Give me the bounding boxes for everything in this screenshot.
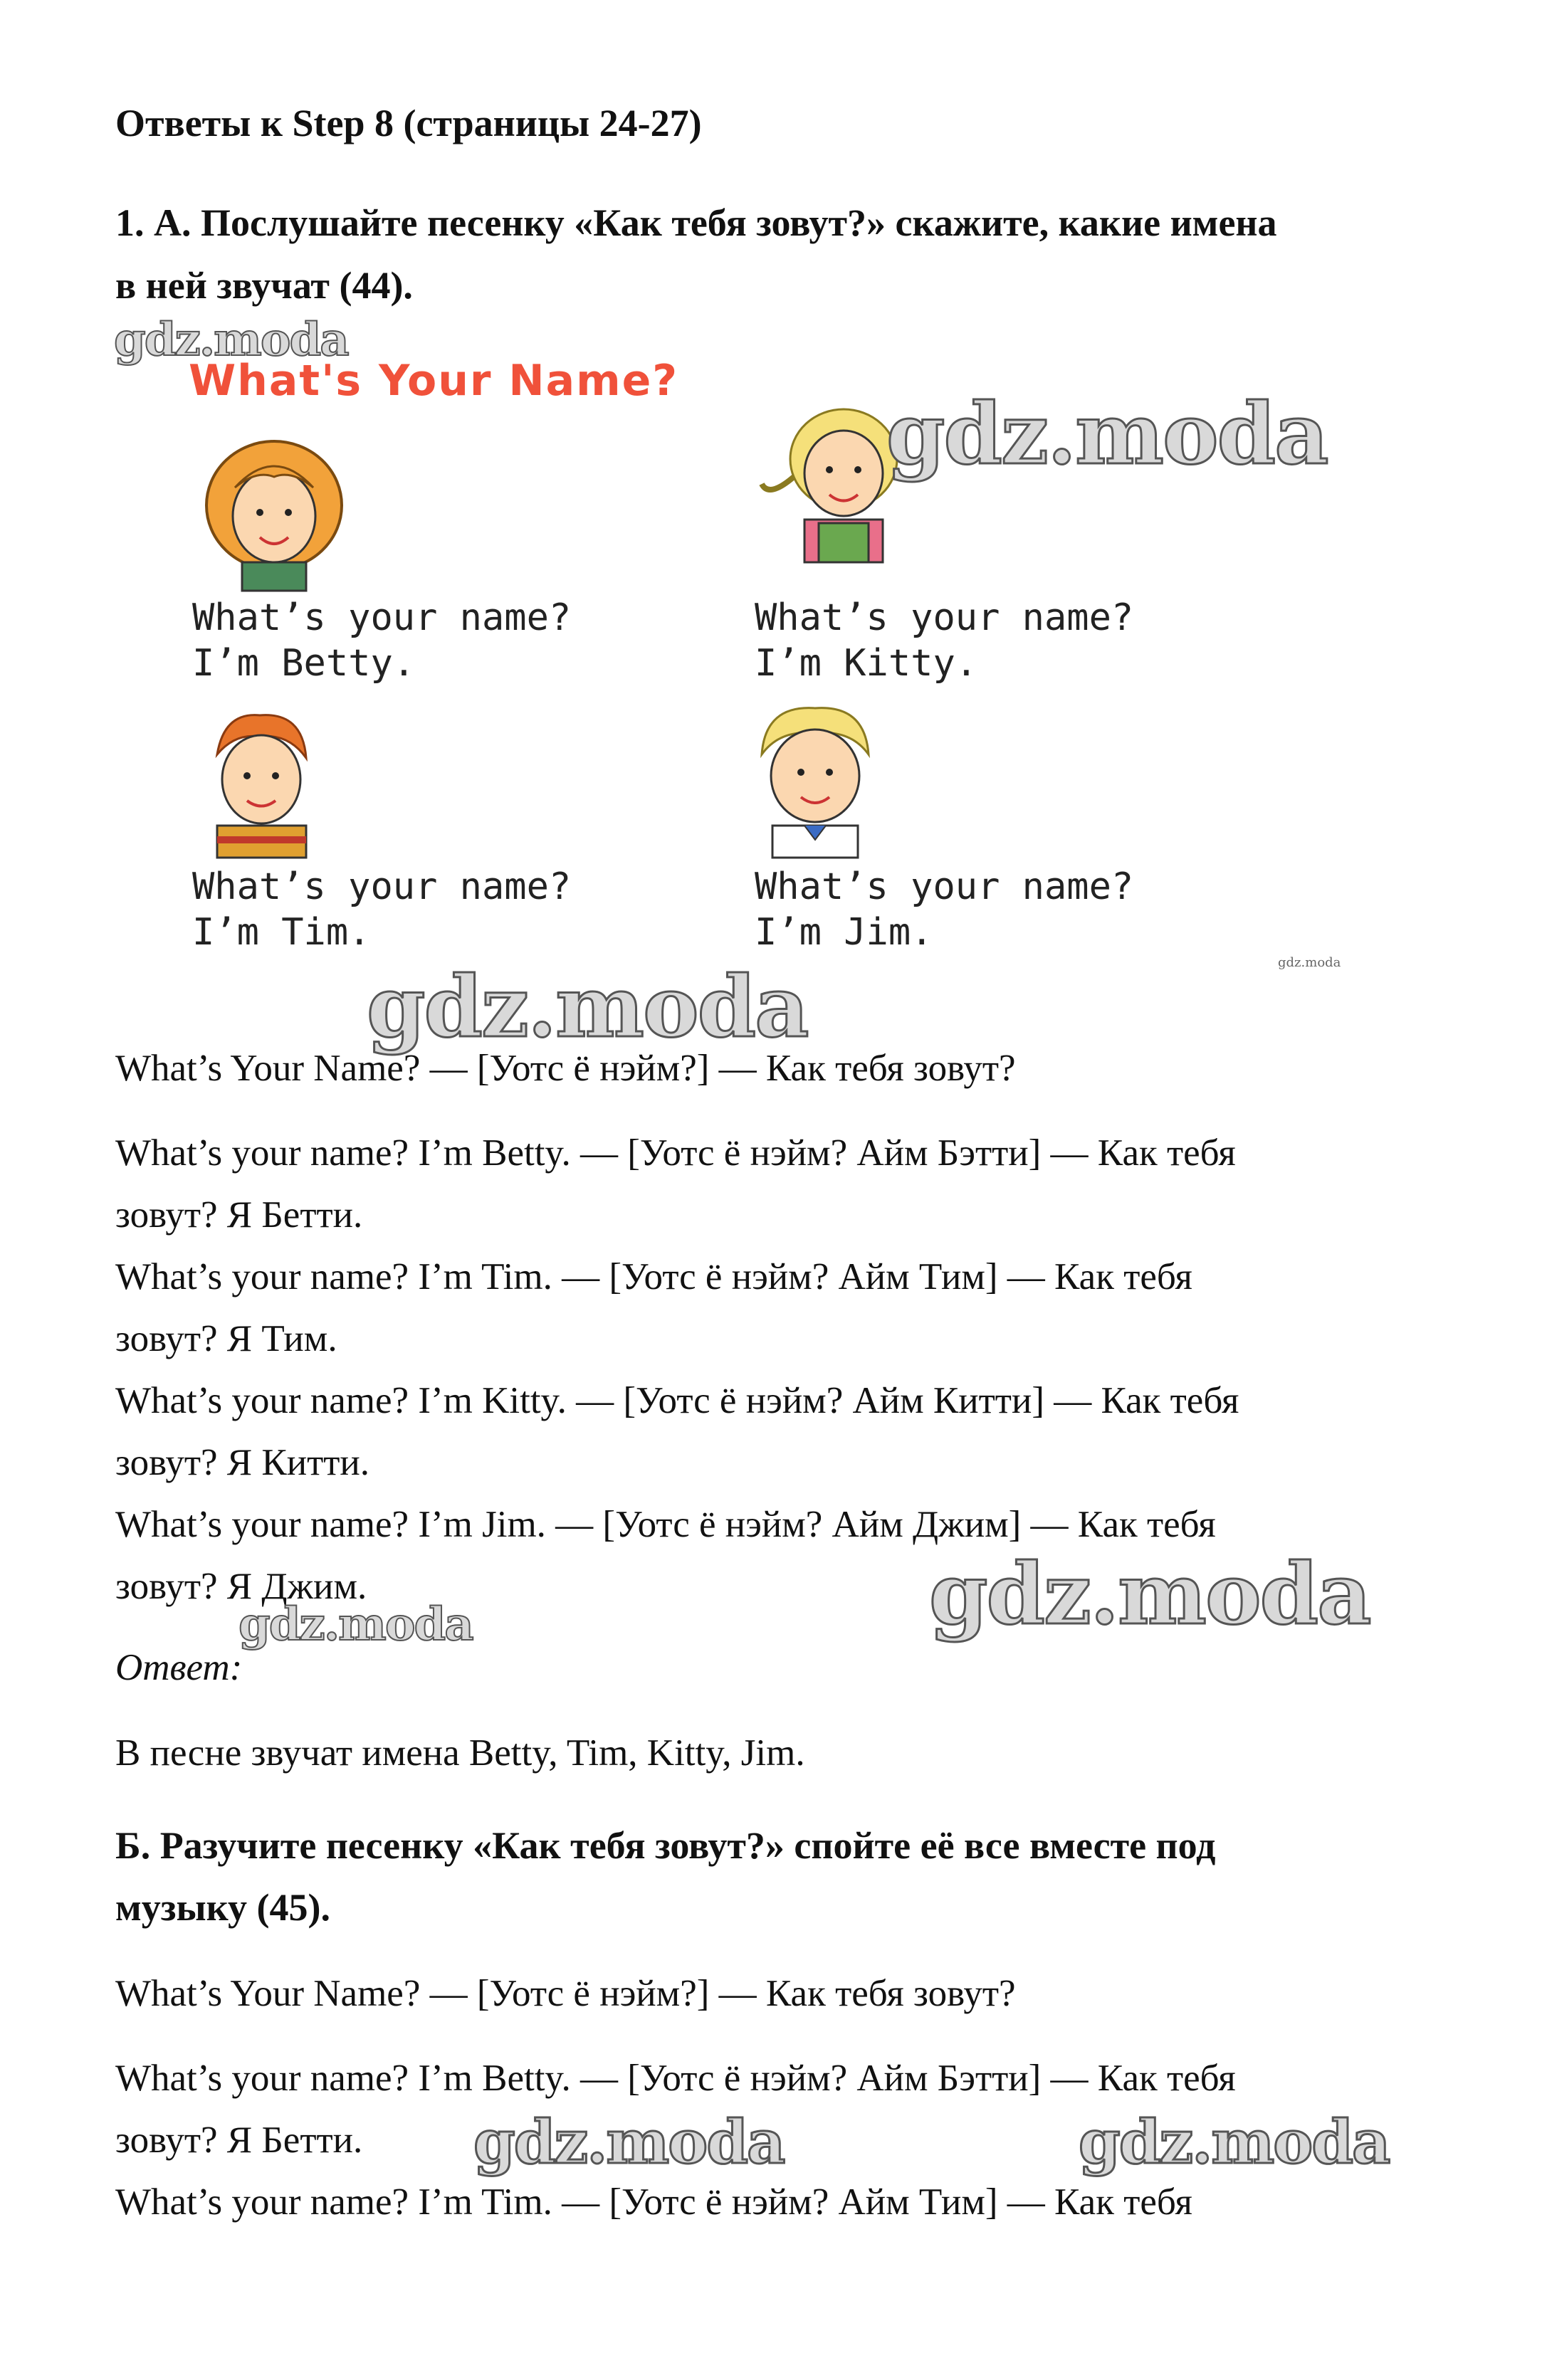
task-b-heading-line2: музыку (45). <box>115 1886 330 1929</box>
watermark: gdz.moda <box>886 384 1328 483</box>
watermark: gdz.moda <box>1079 2107 1390 2177</box>
card-kitty-line2: I’m Kitty. <box>755 642 978 685</box>
translation-line: What’s your name? I’m Kitty. — [Уотс ё нэйм? Айм Китти] — Как тебя <box>115 1380 1239 1421</box>
card-betty-line1: What’s your name? <box>192 596 572 639</box>
page-title: Ответы к Step 8 (страницы 24-27) <box>115 102 702 144</box>
translation-line: зовут? Я Китти. <box>115 1442 370 1483</box>
card-jim-line1: What’s your name? <box>755 865 1134 908</box>
translation-line: What’s your name? I’m Jim. — [Уотс ё нэйм? Айм Джим] — Как тебя <box>115 1504 1216 1545</box>
card-kitty-line1: What’s your name? <box>755 596 1134 639</box>
translation-line: What’s your name? I’m Betty. — [Уотс ё нэйм? Айм Бэтти] — Как тебя <box>115 1132 1236 1174</box>
song-title: What's Your Name? <box>189 356 679 406</box>
translation-line: What’s Your Name? — [Уотс ё нэйм?] — Как тебя зовут? <box>115 1973 1016 2014</box>
card-jim-line2: I’m Jim. <box>755 911 933 954</box>
boy-jim-illustration <box>744 697 886 861</box>
watermark: gdz.moda <box>367 957 808 1056</box>
translation-line: зовут? Я Бетти. <box>115 1194 363 1236</box>
translation-line: What’s your name? I’m Betty. — [Уотс ё нэйм? Айм Бэтти] — Как тебя <box>115 2058 1236 2099</box>
answer-label: Ответ: <box>115 1647 243 1688</box>
translation-line: зовут? Я Тим. <box>115 1318 337 1359</box>
card-tim-line2: I’m Tim. <box>192 911 371 954</box>
watermark: gdz.moda <box>238 1598 473 1651</box>
girl-betty-illustration <box>192 438 363 594</box>
answer-text: В песне звучат имена Betty, Tim, Kitty, Jim. <box>115 1732 805 1774</box>
translation-line: What’s your name? I’m Tim. — [Уотс ё нэйм? Айм Тим] — Как тебя <box>115 2181 1192 2223</box>
watermark: gdz.moda <box>929 1544 1370 1643</box>
translation-line: зовут? Я Бетти. <box>115 2120 363 2161</box>
task-a-heading-line2: в ней звучат (44). <box>115 264 413 307</box>
task-a-heading-line1: 1. А. Послушайте песенку «Как тебя зовут?» скажите, какие имена <box>115 201 1277 244</box>
watermark: gdz.moda <box>1278 955 1341 970</box>
card-tim-line1: What’s your name? <box>192 865 572 908</box>
watermark: gdz.moda <box>114 313 348 367</box>
translation-line: What’s Your Name? — [Уотс ё нэйм?] — Как тебя зовут? <box>115 1048 1016 1089</box>
translation-line: зовут? Я Джим. <box>115 1566 367 1607</box>
boy-tim-illustration <box>196 705 324 861</box>
watermark: gdz.moda <box>473 2107 785 2177</box>
translation-line: What’s your name? I’m Tim. — [Уотс ё нэйм? Айм Тим] — Как тебя <box>115 1256 1192 1297</box>
task-b-heading-line1: Б. Разучите песенку «Как тебя зовут?» спойте её все вместе под <box>115 1824 1216 1867</box>
card-betty-line2: I’m Betty. <box>192 642 416 685</box>
